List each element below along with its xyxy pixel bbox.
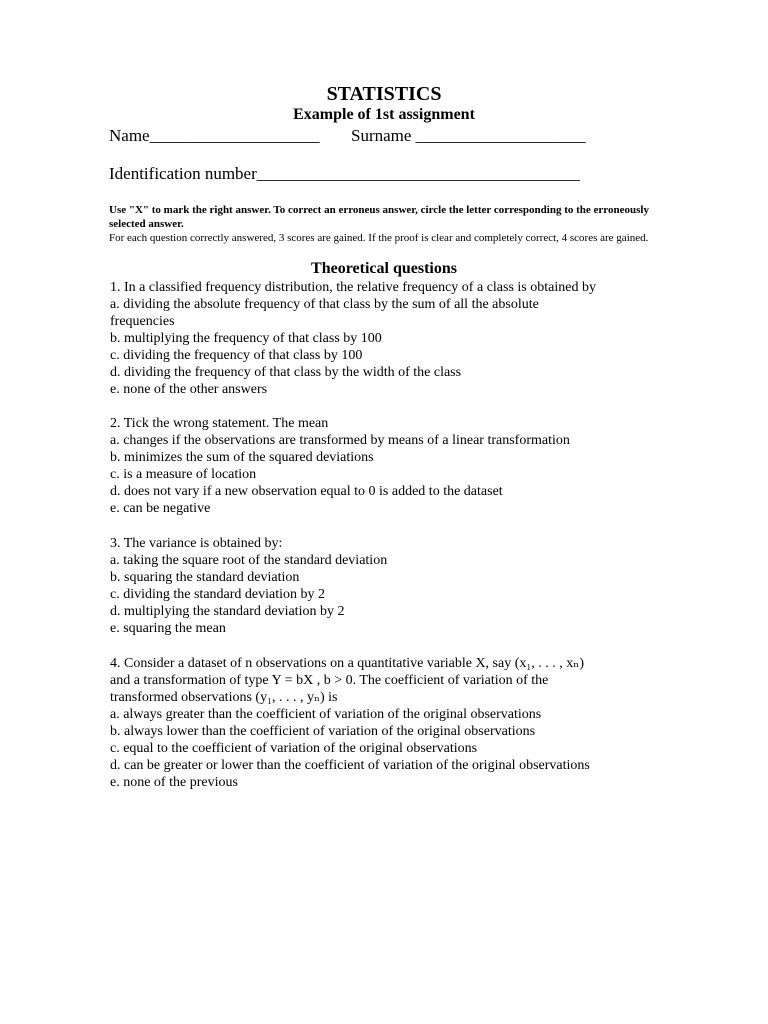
answer-option: d. does not vary if a new observation equal to 0 is added to the dataset [110,484,503,499]
identification-number-field: Identification number______________________________________ [109,164,580,183]
name-field: Name____________________ [109,126,320,145]
answer-option: e. none of the other answers [110,382,268,397]
answer-option: a. taking the square root of the standard deviation [110,553,388,568]
answer-option: a. always greater than the coefficient of variation of the original observations [110,707,542,722]
answer-option: d. multiplying the standard deviation by 2 [110,604,345,619]
answer-option: b. always lower than the coefficient of variation of the original observations [110,724,536,739]
answer-option: d. can be greater or lower than the coefficient of variation of the original observations [110,758,590,773]
surname-field: Surname ____________________ [351,126,586,145]
answer-option: c. dividing the frequency of that class by 100 [110,348,363,363]
page-title: STATISTICS [326,83,442,105]
answer-option: e. squaring the mean [110,621,226,636]
question-line: 4. Consider a dataset of n observations on a quantitative variable X, say (x₁, . . . , xₙ) [110,656,584,671]
instructions-scoring: For each question correctly answered, 3 scores are gained. If the proof is clear and completely correct, 4 scores are gained. [109,232,649,244]
question-line-continued: and a transformation of type Y = bX , b > 0. The coefficient of variation of the [110,673,549,688]
answer-option: e. none of the previous [110,775,238,790]
answer-option: d. dividing the frequency of that class by the width of the class [110,365,462,380]
answer-option: b. minimizes the sum of the squared deviations [110,450,374,465]
answer-option: a. dividing the absolute frequency of that class by the sum of all the absolute [110,297,539,312]
question-3 [110,535,670,637]
question-line-continued: transformed observations (y₁, . . . , yₙ) is [110,690,338,705]
answer-option: e. can be negative [110,501,211,516]
instructions-bold: Use "X" to mark the right answer. To correct an erroneus answer, circle the letter corresponding to the erroneously selected answer. [109,204,649,230]
section-title: Theoretical questions [311,260,457,277]
answer-option: a. changes if the observations are transformed by means of a linear transformation [110,433,570,448]
question-4 [110,655,670,791]
answer-option: c. equal to the coefficient of variation of the original observations [110,741,478,756]
answer-option: b. multiplying the frequency of that class by 100 [110,331,382,346]
page-subtitle: Example of 1st assignment [293,106,475,123]
question-2 [110,415,670,517]
answer-option: c. dividing the standard deviation by 2 [110,587,326,602]
question-line: 2. Tick the wrong statement. The mean [110,416,329,431]
question-line: 1. In a classified frequency distribution, the relative frequency of a class is obtained by [110,280,596,295]
answer-option: c. is a measure of location [110,467,257,482]
question-1 [110,279,670,398]
question-line: 3. The variance is obtained by: [110,536,283,551]
answer-option: b. squaring the standard deviation [110,570,300,585]
answer-option-continued: frequencies [110,314,175,329]
